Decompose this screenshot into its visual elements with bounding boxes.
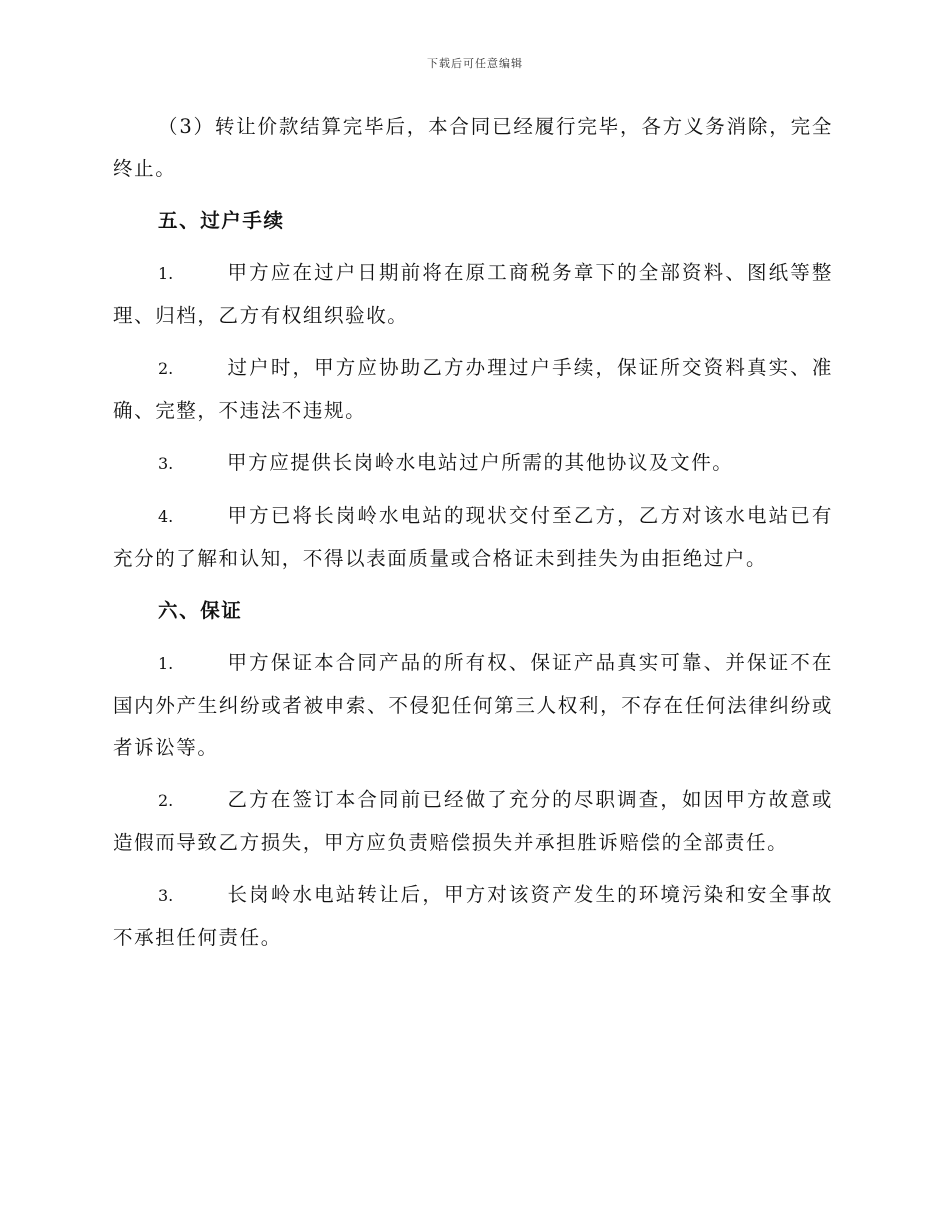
clause-text: 乙方在签订本合同前已经做了充分的尽职调查，如因甲方故意或造假而导致乙方损失，甲方应负责赔偿损失并承担胜诉赔偿的全部责任。	[113, 788, 833, 854]
clause-text: 过户时，甲方应协助乙方办理过户手续，保证所交资料真实、准确、完整，不违法不违规。	[113, 356, 833, 422]
paragraph-settlement-termination: （3）转让价款结算完毕后，本合同已经履行完毕，各方义务消除，完全终止。	[113, 115, 833, 180]
clause-text: 长岗岭水电站转让后，甲方对该资产发生的环境污染和安全事故不承担任何责任。	[113, 883, 833, 949]
clause-number: 2.	[158, 359, 174, 378]
section-heading-transfer-procedures: 五、过户手续	[158, 209, 285, 232]
clause-number: 4.	[158, 507, 174, 526]
clause-number: 3.	[158, 454, 174, 473]
clause-text: 甲方已将长岗岭水电站的现状交付至乙方，乙方对该水电站已有充分的了解和认知，不得以表面质量或合格证未到挂失为由拒绝过户。	[113, 504, 833, 570]
clause-5-3	[113, 442, 833, 485]
clause-5-1	[113, 252, 833, 337]
clause-text: 甲方应提供长岗岭水电站过户所需的其他协议及文件。	[227, 451, 734, 474]
section-heading-guarantee: 六、保证	[158, 599, 243, 622]
document-body	[113, 106, 833, 969]
clause-number: 2.	[158, 791, 174, 810]
clause-6-3	[113, 874, 833, 959]
clause-text: 甲方应在过户日期前将在原工商税务章下的全部资料、图纸等整理、归档，乙方有权组织验收。	[113, 261, 833, 327]
clause-6-2	[113, 779, 833, 864]
clause-number: 1.	[158, 654, 174, 673]
clause-text: 甲方保证本合同产品的所有权、保证产品真实可靠、并保证不在国内外产生纠纷或者被申索、不侵犯任何第三人权利，不存在任何法律纠纷或者诉讼等。	[113, 651, 833, 759]
clause-number: 3.	[158, 886, 174, 905]
clause-6-1	[113, 642, 833, 769]
clause-number: 1.	[158, 264, 174, 283]
page-header: 下载后可任意编辑	[427, 57, 523, 70]
clause-5-4	[113, 495, 833, 580]
clause-5-2	[113, 347, 833, 432]
